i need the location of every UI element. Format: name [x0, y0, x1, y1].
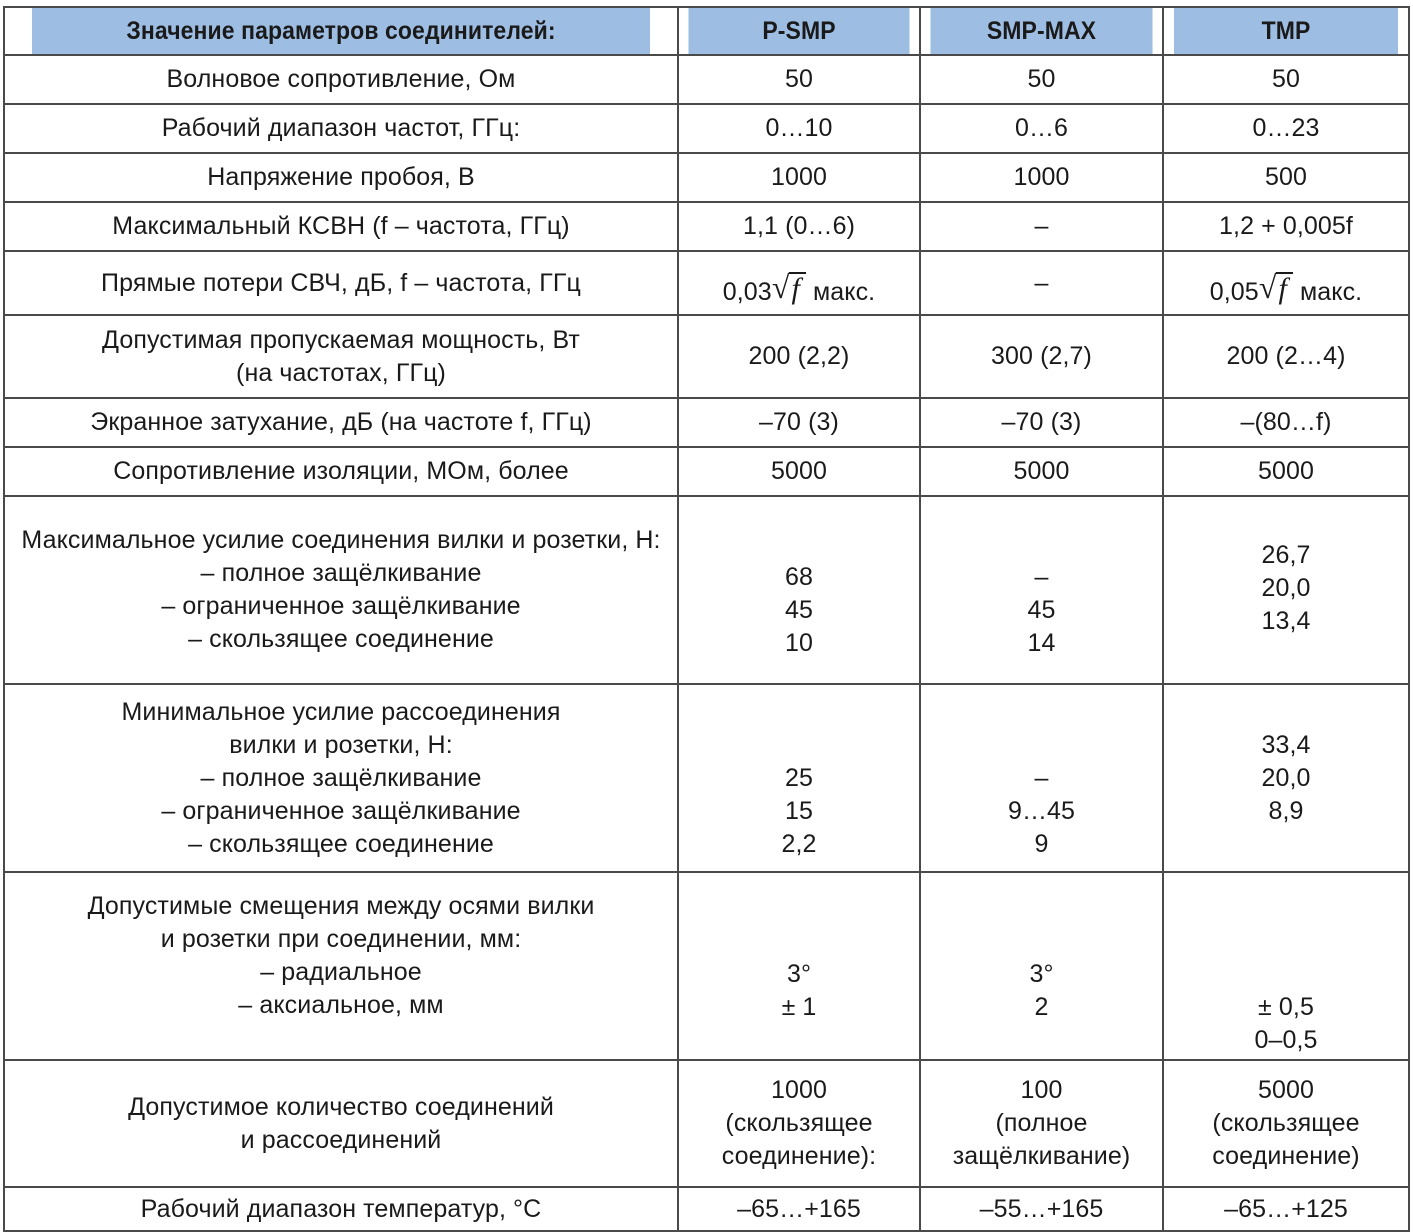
value-tmp: 26,7 20,0 13,4 [1163, 496, 1409, 684]
value-p-smp: 1000 [678, 153, 920, 202]
value-p-smp: –65…+165 [678, 1187, 920, 1231]
sqrt-symbol: √f [1259, 271, 1293, 305]
table-row [4, 202, 1409, 251]
row-label: Допустимое количество соединений и рассоединений [4, 1060, 678, 1187]
value-smp-max: – 45 14 [920, 496, 1163, 684]
spec-table-wrapper [3, 6, 1410, 1232]
table-row [4, 447, 1409, 496]
row-label: Рабочий диапазон частот, ГГц: [4, 104, 678, 153]
header-tmp: TMP [1173, 7, 1399, 55]
value-tmp: 5000 [1163, 447, 1409, 496]
value-smp-max: 100 (полное защёлкивание) [920, 1060, 1163, 1187]
header-param: Значение параметров соединителей: [31, 7, 651, 55]
value-smp-max: 5000 [920, 447, 1163, 496]
header-smp-max: SMP-MAX [930, 7, 1154, 55]
value-tmp: ± 0,5 0–0,5 [1163, 872, 1409, 1060]
value-p-smp: 200 (2,2) [678, 315, 920, 398]
row-label: Рабочий диапазон температур, °C [4, 1187, 678, 1231]
loss-formula-tmp: 0,05√f макс. [1209, 269, 1363, 306]
table-row [4, 398, 1409, 447]
table-row [4, 872, 1409, 1060]
value-smp-max: – 9…45 9 [920, 684, 1163, 872]
value-smp-max: –55…+165 [920, 1187, 1163, 1231]
row-label: Максимальный КСВН (f – частота, ГГц) [4, 202, 678, 251]
value-smp-max: 300 (2,7) [920, 315, 1163, 398]
value-smp-max: 0…6 [920, 104, 1163, 153]
value-p-smp: 1000 (скользящее соединение): [678, 1060, 920, 1187]
value-tmp: –(80…f) [1163, 398, 1409, 447]
row-label: Допустимая пропускаемая мощность, Вт (на частотах, ГГц) [4, 315, 678, 398]
row-label: Прямые потери СВЧ, дБ, f – частота, ГГц [4, 251, 678, 315]
connector-spec-table [3, 6, 1410, 1232]
value-tmp [1163, 251, 1409, 315]
value-tmp: 0…23 [1163, 104, 1409, 153]
value-p-smp: 25 15 2,2 [678, 684, 920, 872]
table-row [4, 684, 1409, 872]
value-p-smp: 1,1 (0…6) [678, 202, 920, 251]
value-tmp: 50 [1163, 55, 1409, 104]
value-tmp: 200 (2…4) [1163, 315, 1409, 398]
loss-formula-p-smp: 0,03√f макс. [722, 269, 876, 306]
value-p-smp [678, 251, 920, 315]
row-label: Напряжение пробоя, В [4, 153, 678, 202]
header-p-smp: P-SMP [688, 7, 911, 55]
value-smp-max: – [920, 202, 1163, 251]
value-tmp: –65…+125 [1163, 1187, 1409, 1231]
value-smp-max: 1000 [920, 153, 1163, 202]
row-label: Допустимые смещения между осями вилки и розетки при соединении, мм: – радиальное – аксиальное, мм [4, 872, 678, 1060]
row-label: Сопротивление изоляции, МОм, более [4, 447, 678, 496]
value-p-smp: –70 (3) [678, 398, 920, 447]
table-row [4, 55, 1409, 104]
sqrt-symbol: √f [772, 271, 806, 305]
value-smp-max: 3° 2 [920, 872, 1163, 1060]
value-tmp: 1,2 + 0,005f [1163, 202, 1409, 251]
table-row [4, 153, 1409, 202]
value-smp-max: 50 [920, 55, 1163, 104]
value-tmp: 33,4 20,0 8,9 [1163, 684, 1409, 872]
table-row [4, 251, 1409, 315]
value-p-smp: 50 [678, 55, 920, 104]
value-p-smp: 5000 [678, 447, 920, 496]
value-tmp: 500 [1163, 153, 1409, 202]
row-label: Волновое сопротивление, Ом [4, 55, 678, 104]
table-row [4, 315, 1409, 398]
value-p-smp: 68 45 10 [678, 496, 920, 684]
row-label: Экранное затухание, дБ (на частоте f, ГГц) [4, 398, 678, 447]
row-label: Минимальное усилие рассоединения вилки и розетки, Н: – полное защёлкивание – ограниченное защёлкивание – скользящее соединение [4, 684, 678, 872]
table-row [4, 1060, 1409, 1187]
value-p-smp: 3° ± 1 [678, 872, 920, 1060]
row-label: Максимальное усилие соединения вилки и розетки, Н: – полное защёлкивание – ограниченное защёлкивание – скользящее соединение [4, 496, 678, 684]
table-row [4, 496, 1409, 684]
value-p-smp: 0…10 [678, 104, 920, 153]
table-row [4, 104, 1409, 153]
value-tmp: 5000 (скользящее соединение) [1163, 1060, 1409, 1187]
value-smp-max: – [920, 251, 1163, 315]
value-smp-max: –70 (3) [920, 398, 1163, 447]
table-header-row [4, 7, 1409, 55]
table-row [4, 1187, 1409, 1231]
